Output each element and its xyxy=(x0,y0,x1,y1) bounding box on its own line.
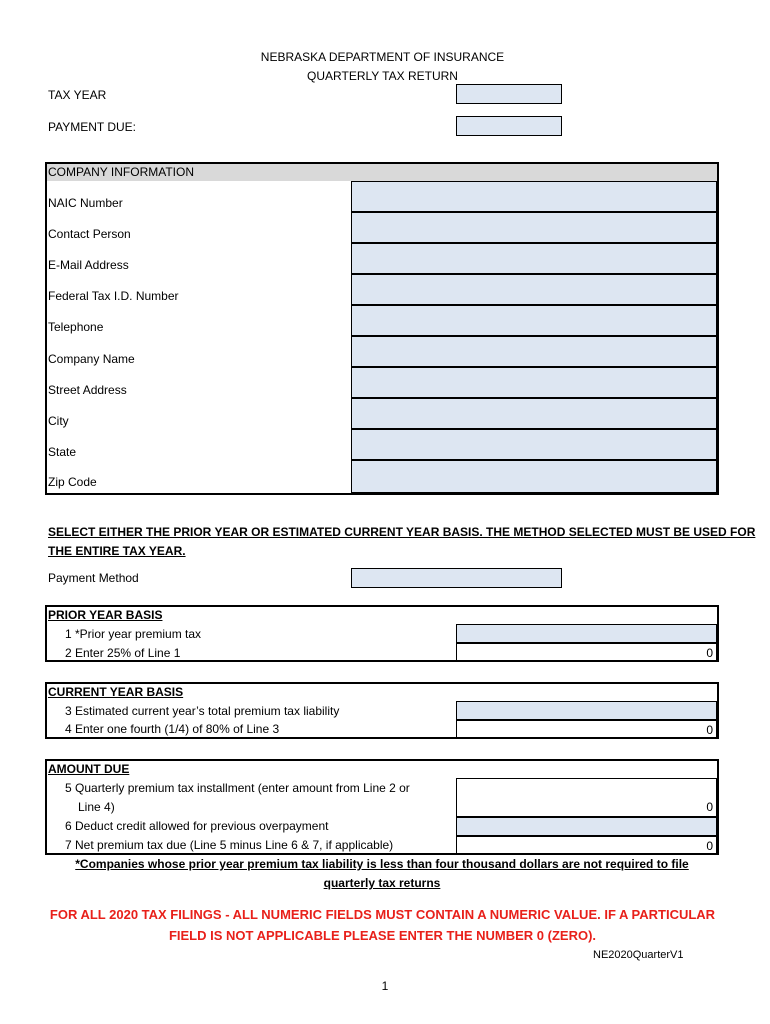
city-label: City xyxy=(48,414,69,428)
current-year-line3-input[interactable] xyxy=(456,701,717,720)
basis-instruction-line1: SELECT EITHER THE PRIOR YEAR OR ESTIMATED CURRENT YEAR BASIS. THE METHOD SELECTED MUST BE USED FOR xyxy=(48,525,756,539)
amount-due-line5-label-cont: Line 4) xyxy=(78,800,115,814)
payment-due-label: PAYMENT DUE: xyxy=(48,120,137,134)
telephone-input[interactable] xyxy=(351,305,717,336)
prior-year-line2-value: 0 xyxy=(456,643,717,661)
company-name-label: Company Name xyxy=(48,352,135,366)
amount-due-line7-label: 7 Net premium tax due (Line 5 minus Line 6 & 7, if applicable) xyxy=(65,838,394,852)
zip-code-input[interactable] xyxy=(351,460,717,493)
current-year-line4-value: 0 xyxy=(456,720,717,738)
prior-year-line2-label: 2 Enter 25% of Line 1 xyxy=(65,646,181,660)
footnote-line2: quarterly tax returns xyxy=(323,876,441,890)
street-address-input[interactable] xyxy=(351,367,717,398)
amount-due-line5-label: 5 Quarterly premium tax installment (enter amount from Line 2 or xyxy=(65,781,410,795)
prior-year-title: PRIOR YEAR BASIS xyxy=(48,608,163,622)
contact-person-label: Contact Person xyxy=(48,227,131,241)
numeric-notice-line2: FIELD IS NOT APPLICABLE PLEASE ENTER THE NUMBER 0 (ZERO). xyxy=(168,928,597,943)
street-address-label: Street Address xyxy=(48,383,127,397)
state-label: State xyxy=(48,445,77,459)
current-year-line4-label: 4 Enter one fourth (1/4) of 80% of Line 3 xyxy=(65,722,280,736)
prior-year-line1-input[interactable] xyxy=(456,624,717,643)
email-input[interactable] xyxy=(351,243,717,274)
tax-year-label: TAX YEAR xyxy=(48,88,107,102)
form-id: NE2020QuarterV1 xyxy=(593,949,684,961)
company-info-header xyxy=(47,164,717,181)
naic-input[interactable] xyxy=(351,181,717,212)
payment-due-input[interactable] xyxy=(456,116,562,136)
tax-year-input[interactable] xyxy=(456,84,562,104)
federal-tax-id-input[interactable] xyxy=(351,274,717,305)
email-label: E-Mail Address xyxy=(48,258,129,272)
federal-tax-id-label: Federal Tax I.D. Number xyxy=(48,289,179,303)
footnote-line1: *Companies whose prior year premium tax liability is less than four thousand dollars are not required to file xyxy=(75,857,689,871)
header-line2: QUARTERLY TAX RETURN xyxy=(307,69,458,83)
prior-year-line1-label: 1 *Prior year premium tax xyxy=(65,627,202,641)
amount-due-line6-label: 6 Deduct credit allowed for previous overpayment xyxy=(65,819,329,833)
amount-due-line5-value: 0 xyxy=(456,778,717,817)
naic-label: NAIC Number xyxy=(48,196,123,210)
payment-method-select[interactable] xyxy=(351,568,562,588)
zip-code-label: Zip Code xyxy=(48,475,97,489)
payment-method-label: Payment Method xyxy=(48,571,139,585)
page-number: 1 xyxy=(381,979,389,993)
basis-instruction-line2: THE ENTIRE TAX YEAR. xyxy=(48,544,186,558)
amount-due-line6-input[interactable] xyxy=(456,817,717,836)
company-info-title: COMPANY INFORMATION xyxy=(48,165,195,179)
current-year-title: CURRENT YEAR BASIS xyxy=(48,685,184,699)
current-year-line3-label: 3 Estimated current year’s total premium tax liability xyxy=(65,704,340,718)
amount-due-title: AMOUNT DUE xyxy=(48,762,130,776)
company-name-input[interactable] xyxy=(351,336,717,367)
telephone-label: Telephone xyxy=(48,320,104,334)
header-line1: NEBRASKA DEPARTMENT OF INSURANCE xyxy=(260,50,505,64)
state-input[interactable] xyxy=(351,429,717,460)
city-input[interactable] xyxy=(351,398,717,429)
numeric-notice-line1: FOR ALL 2020 TAX FILINGS - ALL NUMERIC FIELDS MUST CONTAIN A NUMERIC VALUE. IF A PARTICULAR xyxy=(49,907,716,922)
amount-due-line7-value: 0 xyxy=(456,836,717,854)
contact-person-input[interactable] xyxy=(351,212,717,243)
